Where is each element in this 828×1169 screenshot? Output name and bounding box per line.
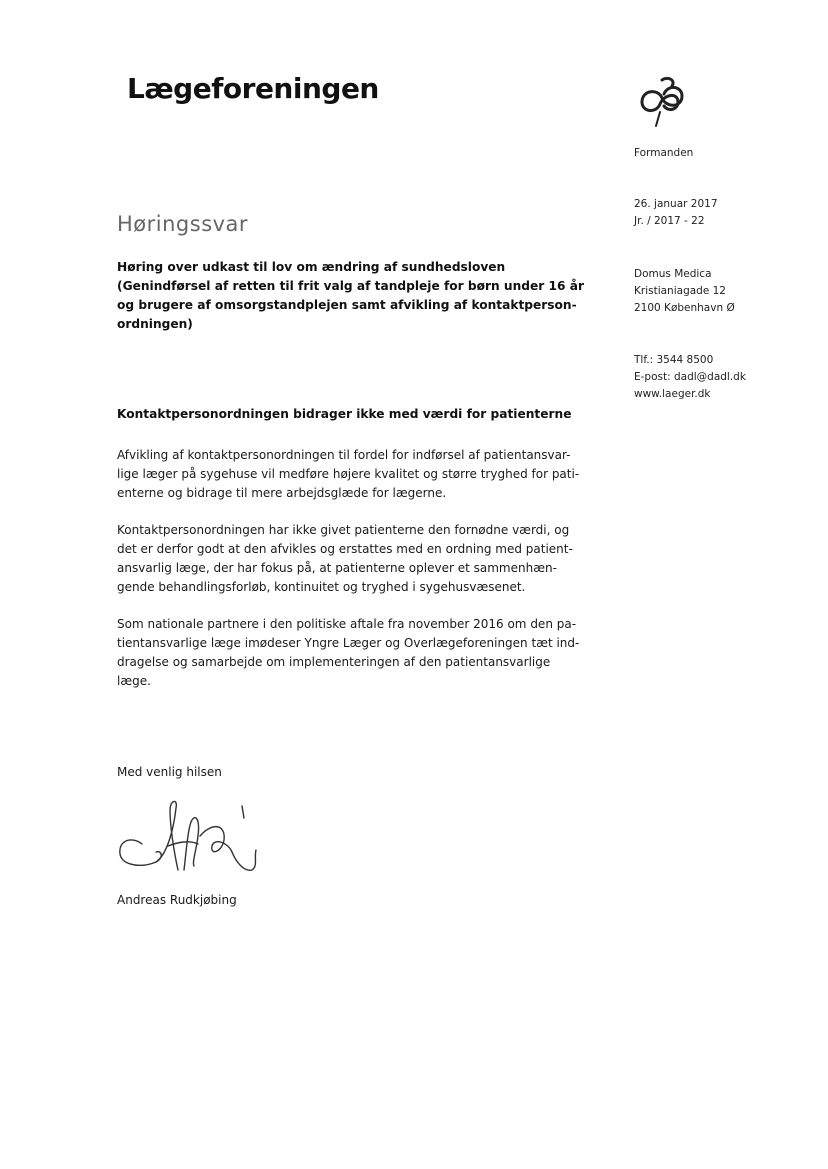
paragraph-line: gende behandlingsforløb, kontinuitet og tryghed i sygehusvæsenet. <box>117 580 526 594</box>
organization-name: Lægeforeningen <box>127 72 379 105</box>
section-heading: Kontaktpersonordningen bidrager ikke med værdi for patienterne <box>117 407 572 421</box>
paragraph-line: dragelse og samarbejde om implementeringen af den patientansvarlige <box>117 655 551 669</box>
sender-role: Formanden <box>634 147 694 159</box>
address-city: 2100 København Ø <box>634 302 735 314</box>
paragraph-line: tientansvarlige læge imødeser Yngre Læger og Overlægeforeningen tæt ind- <box>117 636 580 650</box>
body-paragraph <box>117 615 587 691</box>
subject-line: ordningen) <box>117 317 193 331</box>
paragraph-line: det er derfor godt at den afvikles og erstattes med en ordning med patient- <box>117 542 573 556</box>
paragraph-line: Kontaktpersonordningen har ikke givet patienterne den fornødne værdi, og <box>117 523 570 537</box>
subject-line: Høring over udkast til lov om ændring af sundhedsloven <box>117 260 506 274</box>
journal-reference: Jr. / 2017 - 22 <box>634 215 705 227</box>
snake-staff-icon <box>632 72 690 128</box>
closing-salutation: Med venlig hilsen <box>117 765 222 779</box>
address-block <box>634 266 735 317</box>
subject-line: og brugere af omsorgstandplejen samt afvikling af kontaktperson- <box>117 298 577 312</box>
date-block <box>634 196 718 230</box>
paragraph-line: Som nationale partnere i den politiske aftale fra november 2016 om den pa- <box>117 617 577 631</box>
signer-name: Andreas Rudkjøbing <box>117 893 237 907</box>
address-name: Domus Medica <box>634 268 712 280</box>
paragraph-line: ansvarlig læge, der har fokus på, at patienterne oplever et sammenhæn- <box>117 561 557 575</box>
subject-heading <box>117 258 587 334</box>
document-type: Høringssvar <box>117 212 249 236</box>
body-paragraph <box>117 521 587 597</box>
contact-email: E-post: dadl@dadl.dk <box>634 371 746 383</box>
subject-line: (Genindførsel af retten til frit valg af tandpleje for børn under 16 år <box>117 279 584 293</box>
contact-web: www.laeger.dk <box>634 388 711 400</box>
handwritten-signature <box>112 796 272 886</box>
paragraph-line: læge. <box>117 674 151 688</box>
contact-phone: Tlf.: 3544 8500 <box>634 354 714 366</box>
address-street: Kristianiagade 12 <box>634 285 726 297</box>
body-paragraph <box>117 446 587 503</box>
letter-date: 26. januar 2017 <box>634 198 718 210</box>
paragraph-line: enterne og bidrage til mere arbejdsglæde for lægerne. <box>117 486 447 500</box>
paragraph-line: Afvikling af kontaktpersonordningen til fordel for indførsel af patientansvar- <box>117 448 571 462</box>
paragraph-line: lige læger på sygehuse vil medføre højere kvalitet og større tryghed for pati- <box>117 467 580 481</box>
contact-block <box>634 352 746 403</box>
